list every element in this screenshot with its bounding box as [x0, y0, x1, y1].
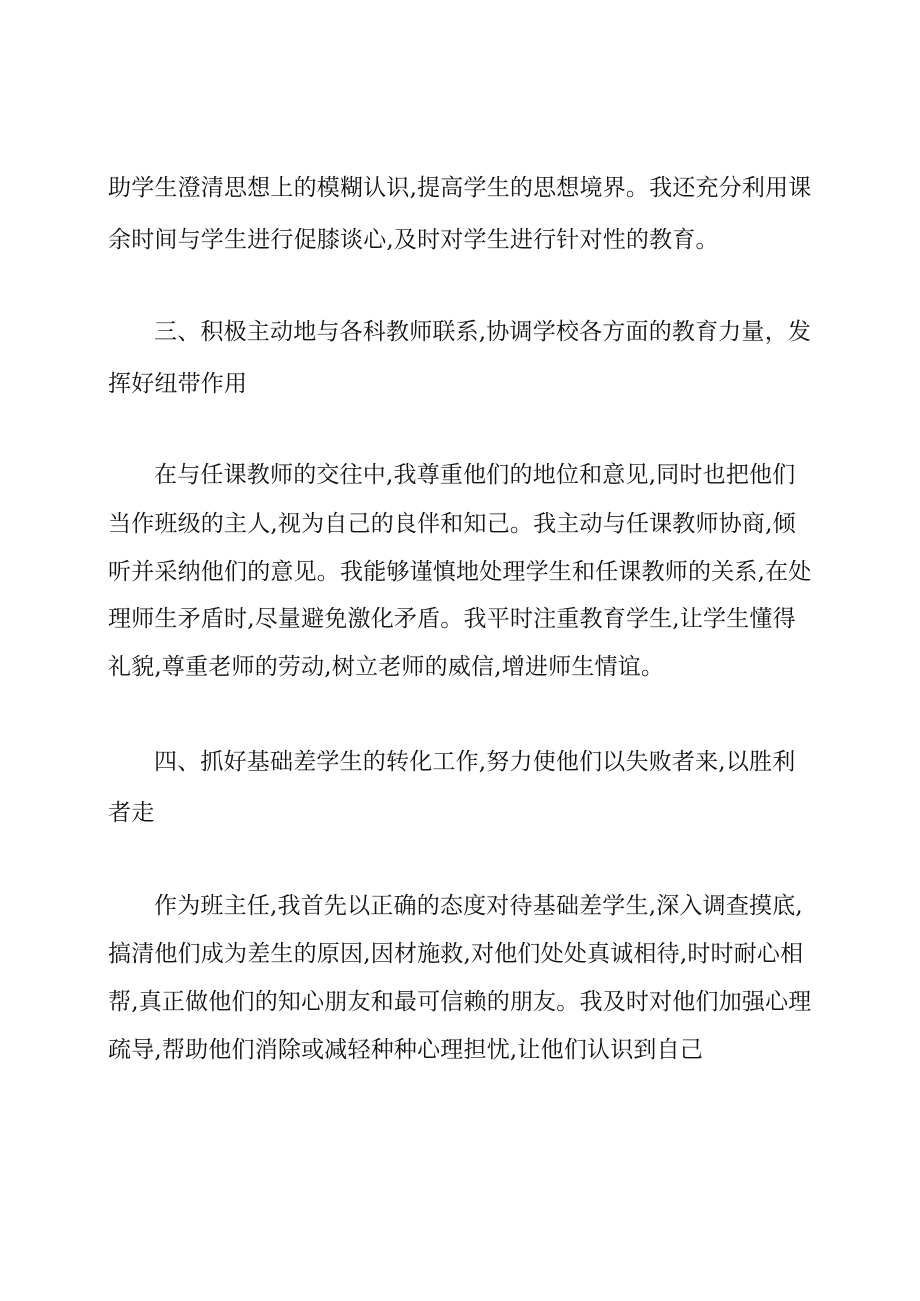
paragraph-1-line-2: 余时间与学生进行促膝谈心,及时对学生进行针对性的教育。 — [108, 227, 719, 253]
paragraph-3-line-4: 理师生矛盾时,尽量避免激化矛盾。我平时注重教育学生,让学生懂得 — [108, 606, 796, 632]
section-heading-4-line-1: 四、抓好基础差学生的转化工作,努力使他们以失败者来,以胜利 — [154, 749, 796, 775]
section-heading-3-line-2: 挥好纽带作用 — [108, 371, 248, 397]
paragraph-3-line-5: 礼貌,尊重老师的劳动,树立老师的威信,增进师生情谊。 — [108, 654, 665, 680]
paragraph-5-line-2: 搞清他们成为差生的原因,因材施救,对他们处处真诚相待,时时耐心相 — [108, 941, 804, 967]
paragraph-3-line-2: 当作班级的主人,视为自己的良伴和知己。我主动与任课教师协商,倾 — [108, 511, 796, 537]
paragraph-1-line-1: 助学生澄清思想上的模糊认识,提高学生的思想境界。我还充分利用课 — [108, 175, 812, 201]
paragraph-5-line-3: 帮,真正做他们的知心朋友和最可信赖的朋友。我及时对他们加强心理 — [108, 989, 812, 1015]
section-heading-4-line-2: 者走 — [108, 800, 155, 826]
paragraph-3-line-3: 听并采纳他们的意见。我能够谨慎地处理学生和任课教师的关系,在处 — [108, 559, 812, 585]
paragraph-5-line-1: 作为班主任,我首先以正确的态度对待基础差学生,深入调查摸底, — [154, 893, 803, 919]
paragraph-5-line-4: 疏导,帮助他们消除或减轻种种心理担忧,让他们认识到自己 — [108, 1037, 704, 1063]
section-heading-3-line-1: 三、积极主动地与各科教师联系,协调学校各方面的教育力量，发 — [154, 319, 812, 345]
paragraph-3-line-1: 在与任课教师的交往中,我尊重他们的地位和意见,同时也把他们 — [154, 462, 796, 488]
